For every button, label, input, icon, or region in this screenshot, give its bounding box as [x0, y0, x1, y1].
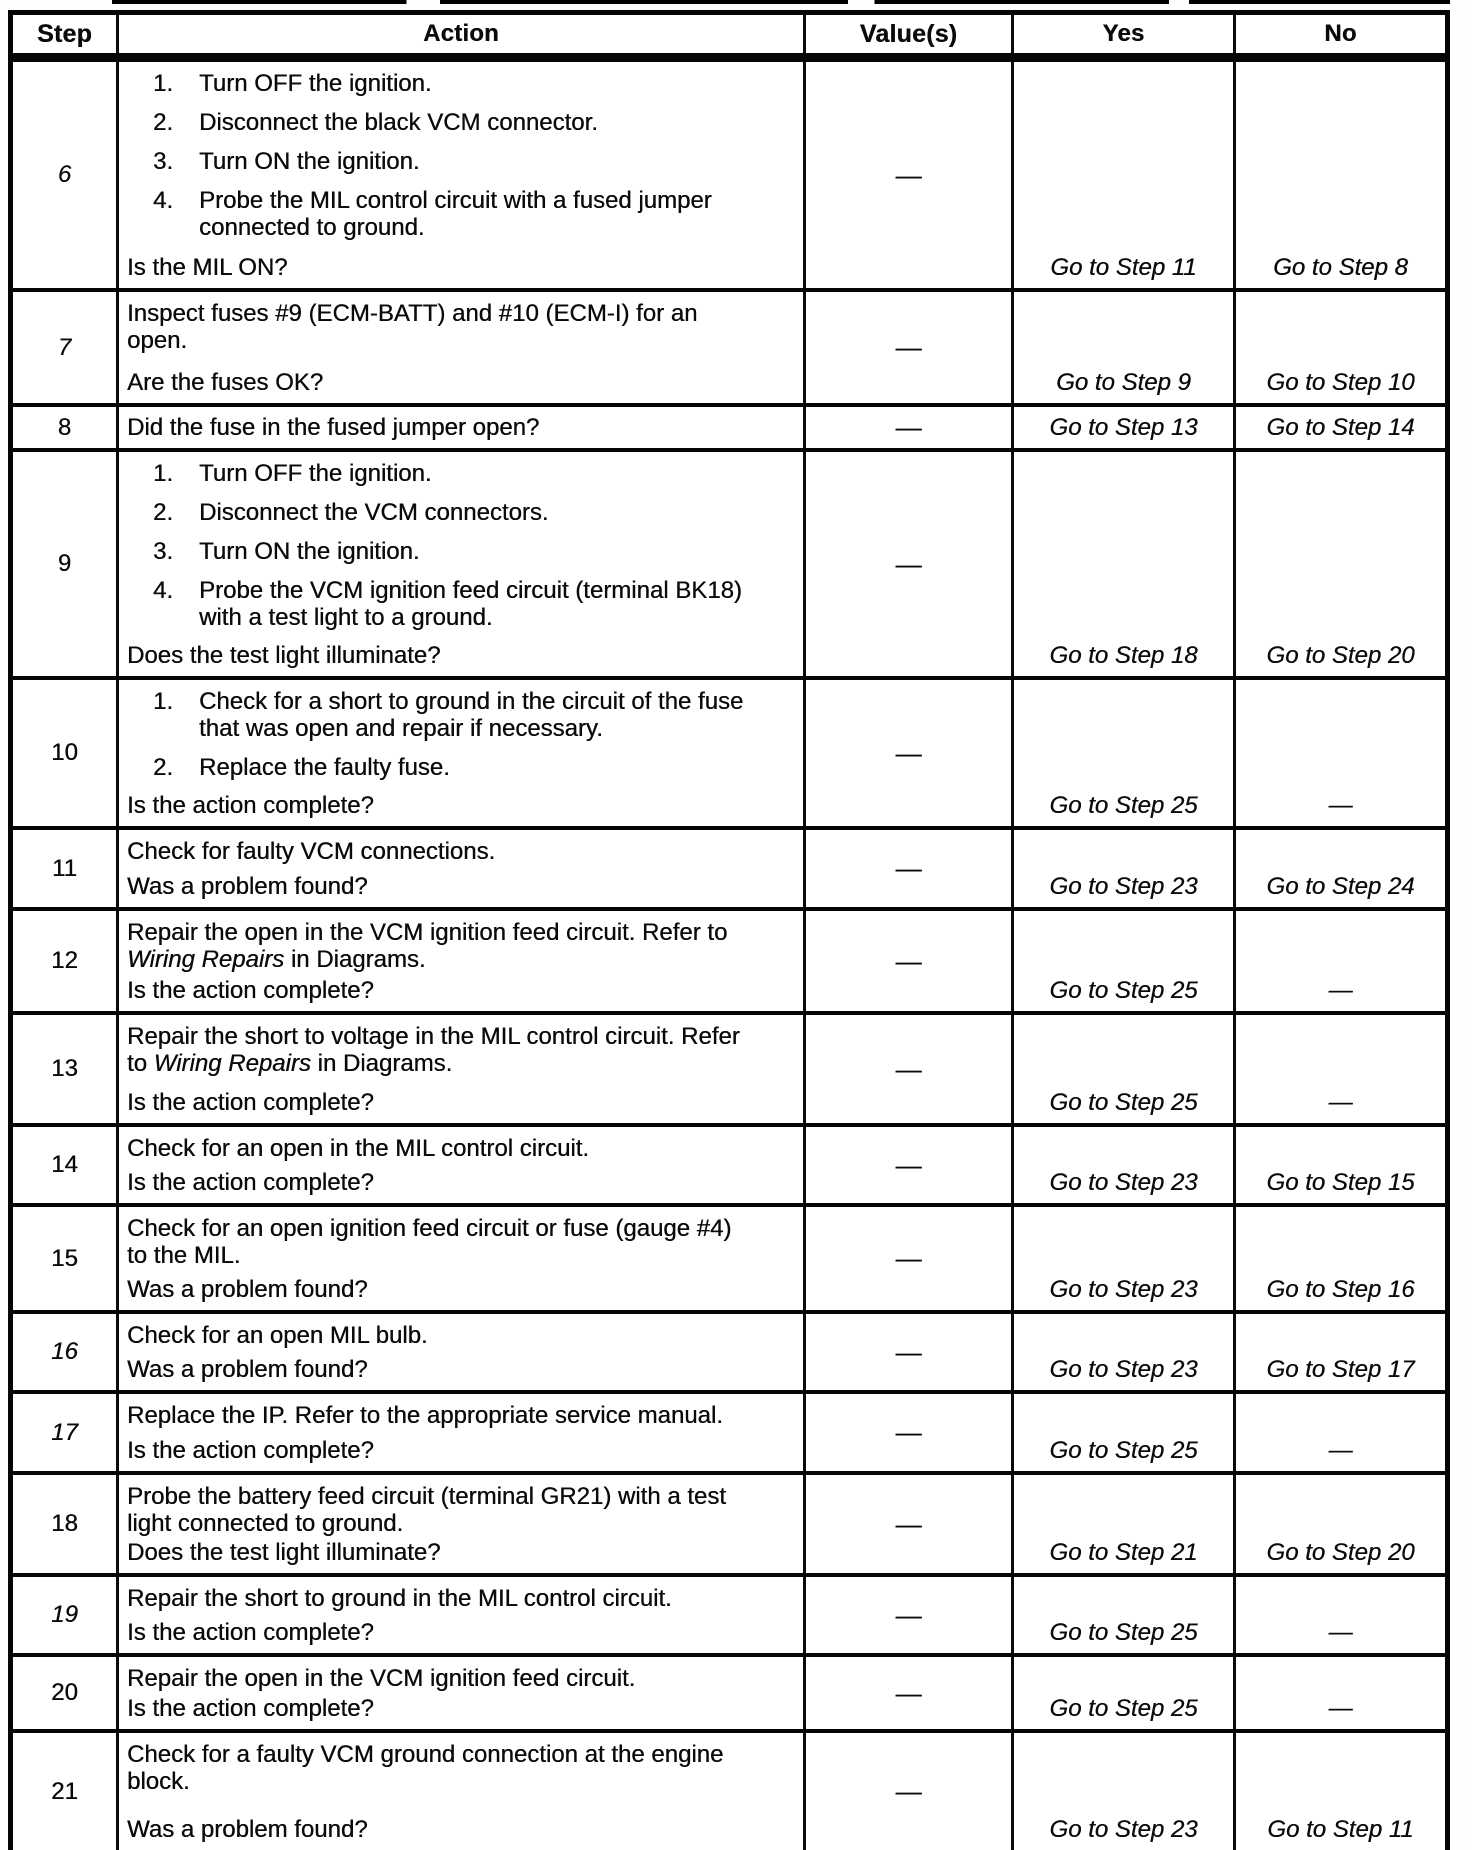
- list-item-number: 4.: [153, 187, 174, 214]
- action-paragraph: [127, 1322, 799, 1349]
- action-question: Does the test light illuminate?: [127, 1539, 441, 1566]
- action-question: Is the action complete?: [127, 977, 374, 1004]
- value-dash: —: [895, 1776, 922, 1806]
- value-dash: —: [895, 945, 922, 976]
- step-number: 19: [51, 1601, 78, 1628]
- value-cell: [803, 1577, 1011, 1653]
- action-list-item: [127, 148, 799, 175]
- yes-goto-text: Go to Step 25: [1049, 1619, 1198, 1646]
- action-list-item: [127, 754, 799, 781]
- action-question: Is the MIL ON?: [127, 254, 288, 281]
- yes-cell: [1011, 1657, 1233, 1729]
- action-text-segment: Replace the IP. Refer to the appropriate service manual.: [127, 1402, 723, 1429]
- yes-cell: [1011, 1733, 1233, 1850]
- list-item-number: 2.: [153, 109, 174, 136]
- action-text-line: [127, 946, 799, 973]
- yes-goto-text: Go to Step 23: [1049, 873, 1198, 900]
- step-number: 12: [51, 947, 78, 974]
- step-number: 20: [51, 1679, 78, 1706]
- no-goto-text: —: [1328, 1437, 1353, 1464]
- action-question: Was a problem found?: [127, 1276, 368, 1303]
- no-cell: [1233, 1127, 1445, 1203]
- list-item-line: connected to ground.: [199, 214, 425, 241]
- no-goto-text: —: [1328, 792, 1353, 819]
- action-text-segment: Check for a faulty VCM ground connection at the engine: [127, 1741, 724, 1768]
- table-row: [13, 826, 1445, 907]
- yes-goto-text: Go to Step 25: [1049, 1437, 1198, 1464]
- action-paragraph: [127, 300, 799, 354]
- yes-goto-text: Go to Step 25: [1049, 1089, 1198, 1116]
- value-cell: [803, 1314, 1011, 1390]
- yes-cell: [1011, 1475, 1233, 1573]
- value-dash: —: [895, 1149, 922, 1180]
- action-text-line: [127, 1741, 799, 1768]
- yes-cell: [1011, 1015, 1233, 1123]
- list-item-number: 1.: [153, 688, 174, 715]
- table-row: [13, 1123, 1445, 1203]
- value-dash: —: [895, 1053, 922, 1084]
- action-cell: [116, 1475, 803, 1573]
- action-question: Is the action complete?: [127, 1089, 374, 1116]
- no-goto-text: Go to Step 17: [1266, 1356, 1415, 1383]
- value-dash: —: [895, 548, 922, 579]
- action-text-segment: Repair the open in the VCM ignition feed circuit.: [127, 1665, 636, 1692]
- diagnostic-table: [8, 10, 1450, 1850]
- yes-goto-text: Go to Step 25: [1049, 792, 1198, 819]
- value-cell: [803, 1657, 1011, 1729]
- no-goto-text: —: [1328, 977, 1353, 1004]
- action-paragraph: [127, 1741, 799, 1795]
- yes-cell: [1011, 62, 1233, 288]
- action-text-segment: in Diagrams.: [284, 946, 426, 973]
- yes-goto-text: Go to Step 11: [1050, 254, 1197, 281]
- value-dash: —: [895, 1336, 922, 1367]
- list-item-number: 1.: [153, 70, 174, 97]
- no-goto-text: Go to Step 14: [1266, 414, 1415, 441]
- action-text-segment: Repair the short to voltage in the MIL control circuit. Refer: [127, 1023, 740, 1050]
- table-row: [13, 1729, 1445, 1850]
- list-item-number: 1.: [153, 460, 174, 487]
- action-cell: [116, 452, 803, 676]
- step-number: 13: [51, 1055, 78, 1082]
- action-question: Was a problem found?: [127, 873, 368, 900]
- column-header-step: Step: [37, 19, 92, 48]
- step-number: 7: [57, 333, 72, 361]
- table-body: [13, 58, 1445, 1850]
- list-item-line: Probe the VCM ignition feed circuit (terminal BK18): [199, 577, 742, 604]
- list-item-line: with a test light to a ground.: [199, 604, 493, 631]
- yes-goto-text: Go to Step 21: [1049, 1539, 1198, 1566]
- action-text-line: [127, 838, 799, 865]
- action-question: Is the action complete?: [127, 1695, 374, 1722]
- no-goto-text: —: [1328, 1695, 1353, 1722]
- action-numbered-list: [127, 688, 799, 793]
- action-text-segment: Repair the open in the VCM ignition feed circuit. Refer to: [127, 919, 728, 946]
- table-row: [13, 907, 1445, 1011]
- action-paragraph: [127, 1215, 799, 1269]
- list-item-line: Disconnect the black VCM connector.: [199, 109, 598, 136]
- action-text-segment: Repair the short to ground in the MIL control circuit.: [127, 1585, 672, 1612]
- table-row: [13, 58, 1445, 288]
- no-cell: [1233, 1475, 1445, 1573]
- value-cell: [803, 452, 1011, 676]
- no-cell: [1233, 1657, 1445, 1729]
- no-cell: [1233, 292, 1445, 403]
- action-text-line: [127, 1050, 799, 1077]
- value-cell: [803, 1127, 1011, 1203]
- action-question: Was a problem found?: [127, 1816, 368, 1843]
- value-dash: —: [895, 1508, 922, 1539]
- no-goto-text: Go to Step 24: [1266, 873, 1415, 900]
- value-dash: —: [895, 1599, 922, 1630]
- action-cell: [116, 1733, 803, 1850]
- no-goto-text: —: [1328, 1619, 1353, 1646]
- value-dash: —: [895, 412, 922, 442]
- value-cell: [803, 1015, 1011, 1123]
- value-cell: [803, 292, 1011, 403]
- table-row: [13, 1310, 1445, 1390]
- list-item-number: 3.: [153, 148, 174, 175]
- value-cell: [803, 1475, 1011, 1573]
- action-cell: [116, 1657, 803, 1729]
- table-row: [13, 1203, 1445, 1310]
- action-text-segment: to: [127, 1050, 154, 1077]
- value-dash: —: [895, 1677, 922, 1708]
- value-cell: [803, 1733, 1011, 1850]
- action-cell: [116, 1577, 803, 1653]
- value-dash: —: [895, 1417, 922, 1447]
- action-cell: [116, 1314, 803, 1390]
- action-paragraph: [127, 1483, 799, 1537]
- action-text-line: [127, 1402, 799, 1429]
- scan-artifact-line: [112, 0, 1450, 4]
- list-item-number: 2.: [153, 499, 174, 526]
- action-text-line: [127, 1483, 799, 1510]
- yes-cell: [1011, 1127, 1233, 1203]
- no-cell: [1233, 680, 1445, 826]
- yes-goto-text: Go to Step 23: [1049, 1816, 1198, 1843]
- no-cell: [1233, 407, 1445, 448]
- table-row: [13, 1390, 1445, 1471]
- step-number: 16: [51, 1338, 78, 1365]
- list-item-line: Check for a short to ground in the circuit of the fuse: [199, 688, 744, 715]
- action-question: Is the action complete?: [127, 792, 374, 819]
- yes-cell: [1011, 1207, 1233, 1310]
- no-cell: [1233, 911, 1445, 1011]
- action-list-item: [127, 70, 799, 97]
- action-list-item: [127, 577, 799, 631]
- step-number: 11: [52, 854, 77, 882]
- step-number: 8: [57, 413, 72, 441]
- action-question: Was a problem found?: [127, 1356, 368, 1383]
- action-text-line: [127, 1215, 799, 1242]
- action-cell: [116, 1015, 803, 1123]
- step-number: 14: [51, 1151, 78, 1178]
- action-text-line: [127, 300, 799, 327]
- no-goto-text: Go to Step 15: [1266, 1169, 1415, 1196]
- table-row: [13, 288, 1445, 403]
- action-text-line: [127, 1322, 799, 1349]
- action-text-segment: light connected to ground.: [127, 1510, 404, 1537]
- step-number: 21: [51, 1777, 78, 1805]
- action-text-line: [127, 327, 799, 354]
- value-dash: —: [895, 737, 922, 768]
- no-cell: [1233, 62, 1445, 288]
- step-number: 6: [57, 161, 72, 188]
- action-text-segment: Probe the battery feed circuit (terminal GR21) with a test: [127, 1483, 726, 1510]
- no-cell: [1233, 1015, 1445, 1123]
- action-text-segment: Check for an open ignition feed circuit or fuse (gauge #4): [127, 1215, 732, 1242]
- table-row: [13, 1011, 1445, 1123]
- yes-cell: [1011, 680, 1233, 826]
- action-cell: [116, 1127, 803, 1203]
- column-header-no: No: [1233, 15, 1445, 53]
- no-goto-text: Go to Step 8: [1273, 254, 1408, 281]
- action-list-item: [127, 187, 799, 241]
- action-question: Does the test light illuminate?: [127, 642, 441, 669]
- yes-cell: [1011, 407, 1233, 448]
- list-item-line: Replace the faulty fuse.: [199, 754, 450, 781]
- no-cell: [1233, 1314, 1445, 1390]
- action-question: Is the action complete?: [127, 1619, 374, 1646]
- list-item-line: Probe the MIL control circuit with a fused jumper: [199, 187, 712, 214]
- step-number: 10: [51, 739, 78, 766]
- table-row: [13, 1573, 1445, 1653]
- no-cell: [1233, 1394, 1445, 1471]
- yes-cell: [1011, 1314, 1233, 1390]
- table-row: [13, 1653, 1445, 1729]
- yes-goto-text: Go to Step 25: [1049, 1695, 1198, 1722]
- action-text-segment: Check for faulty VCM connections.: [127, 838, 496, 865]
- action-paragraph: [127, 1135, 799, 1162]
- yes-goto-text: Go to Step 23: [1049, 1169, 1198, 1196]
- list-item-line: Turn ON the ignition.: [199, 148, 420, 175]
- value-dash: —: [895, 1243, 922, 1273]
- yes-cell: [1011, 1577, 1233, 1653]
- list-item-line: Turn OFF the ignition.: [199, 460, 432, 487]
- no-goto-text: Go to Step 10: [1266, 369, 1415, 396]
- yes-cell: [1011, 911, 1233, 1011]
- action-text-segment: Inspect fuses #9 (ECM-BATT) and #10 (ECM-I) for an: [127, 300, 698, 327]
- action-paragraph: [127, 1402, 799, 1429]
- column-header-values: Value(s): [803, 15, 1011, 53]
- step-number: 15: [51, 1244, 78, 1272]
- list-item-number: 3.: [153, 538, 174, 565]
- action-text-segment: to the MIL.: [127, 1242, 241, 1269]
- no-cell: [1233, 1733, 1445, 1850]
- step-number: 17: [51, 1418, 78, 1446]
- step-number: 9: [57, 550, 72, 577]
- value-cell: [803, 62, 1011, 288]
- action-text-segment: in Diagrams.: [310, 1050, 453, 1077]
- value-cell: [803, 830, 1011, 907]
- action-text-line: [127, 1135, 799, 1162]
- value-dash: —: [895, 332, 922, 362]
- action-text-segment: Check for an open MIL bulb.: [127, 1322, 428, 1349]
- action-question: Is the action complete?: [127, 1169, 374, 1196]
- yes-goto-text: Go to Step 9: [1056, 369, 1191, 396]
- action-text-segment: Wiring Repairs: [153, 1050, 311, 1077]
- table-row: [13, 676, 1445, 826]
- list-item-line: Disconnect the VCM connectors.: [199, 499, 549, 526]
- list-item-line: that was open and repair if necessary.: [199, 715, 603, 742]
- step-number: 18: [51, 1510, 78, 1537]
- value-cell: [803, 911, 1011, 1011]
- action-list-item: [127, 109, 799, 136]
- no-cell: [1233, 452, 1445, 676]
- no-goto-text: Go to Step 16: [1266, 1276, 1415, 1303]
- yes-goto-text: Go to Step 23: [1049, 1356, 1198, 1383]
- action-cell: [116, 407, 803, 448]
- action-text-segment: Check for an open in the MIL control circuit.: [127, 1135, 589, 1162]
- action-cell: [116, 911, 803, 1011]
- list-item-line: Turn OFF the ignition.: [199, 70, 432, 97]
- action-cell: [116, 830, 803, 907]
- action-text-line: [127, 919, 799, 946]
- yes-goto-text: Go to Step 23: [1049, 1276, 1198, 1303]
- value-cell: [803, 407, 1011, 448]
- action-paragraph: [127, 1585, 799, 1612]
- yes-cell: [1011, 452, 1233, 676]
- yes-cell: [1011, 830, 1233, 907]
- action-list-item: [127, 460, 799, 487]
- action-question: Are the fuses OK?: [127, 369, 324, 396]
- action-list-item: [127, 688, 799, 742]
- action-paragraph: [127, 838, 799, 865]
- action-question: Did the fuse in the fused jumper open?: [127, 414, 540, 441]
- yes-cell: [1011, 292, 1233, 403]
- yes-cell: [1011, 1394, 1233, 1471]
- action-question: Is the action complete?: [127, 1437, 374, 1464]
- column-header-action: Action: [116, 15, 803, 53]
- no-goto-text: —: [1328, 1089, 1353, 1116]
- action-numbered-list: [127, 70, 799, 253]
- action-cell: [116, 292, 803, 403]
- no-goto-text: Go to Step 20: [1266, 642, 1415, 669]
- value-cell: [803, 680, 1011, 826]
- column-header-yes: Yes: [1011, 15, 1233, 53]
- no-goto-text: Go to Step 20: [1266, 1539, 1415, 1566]
- table-row: [13, 1471, 1445, 1573]
- action-list-item: [127, 499, 799, 526]
- action-text-segment: Wiring Repairs: [127, 946, 285, 973]
- table-row: [13, 403, 1445, 448]
- action-cell: [116, 62, 803, 288]
- action-paragraph: [127, 1023, 799, 1077]
- value-dash: —: [895, 159, 922, 190]
- action-text-segment: block.: [127, 1768, 190, 1795]
- action-cell: [116, 1394, 803, 1471]
- list-item-line: Turn ON the ignition.: [199, 538, 420, 565]
- list-item-number: 4.: [153, 577, 174, 604]
- action-cell: [116, 1207, 803, 1310]
- action-text-line: [127, 1585, 799, 1612]
- action-numbered-list: [127, 460, 799, 643]
- action-text-line: [127, 1665, 799, 1692]
- action-paragraph: [127, 919, 799, 973]
- no-cell: [1233, 1577, 1445, 1653]
- table-row: [13, 448, 1445, 676]
- no-cell: [1233, 830, 1445, 907]
- action-text-line: [127, 1242, 799, 1269]
- value-cell: [803, 1207, 1011, 1310]
- action-text-line: [127, 1768, 799, 1795]
- no-goto-text: Go to Step 11: [1267, 1816, 1414, 1843]
- action-text-segment: open.: [127, 327, 188, 354]
- action-cell: [116, 680, 803, 826]
- value-cell: [803, 1394, 1011, 1471]
- action-text-line: [127, 1023, 799, 1050]
- action-list-item: [127, 538, 799, 565]
- yes-goto-text: Go to Step 25: [1049, 977, 1198, 1004]
- table-header-row: [13, 15, 1445, 58]
- yes-goto-text: Go to Step 18: [1049, 642, 1198, 669]
- no-cell: [1233, 1207, 1445, 1310]
- value-dash: —: [895, 853, 922, 883]
- list-item-number: 2.: [153, 754, 174, 781]
- action-text-line: [127, 1510, 799, 1537]
- action-paragraph: [127, 1665, 799, 1692]
- yes-goto-text: Go to Step 13: [1049, 414, 1198, 441]
